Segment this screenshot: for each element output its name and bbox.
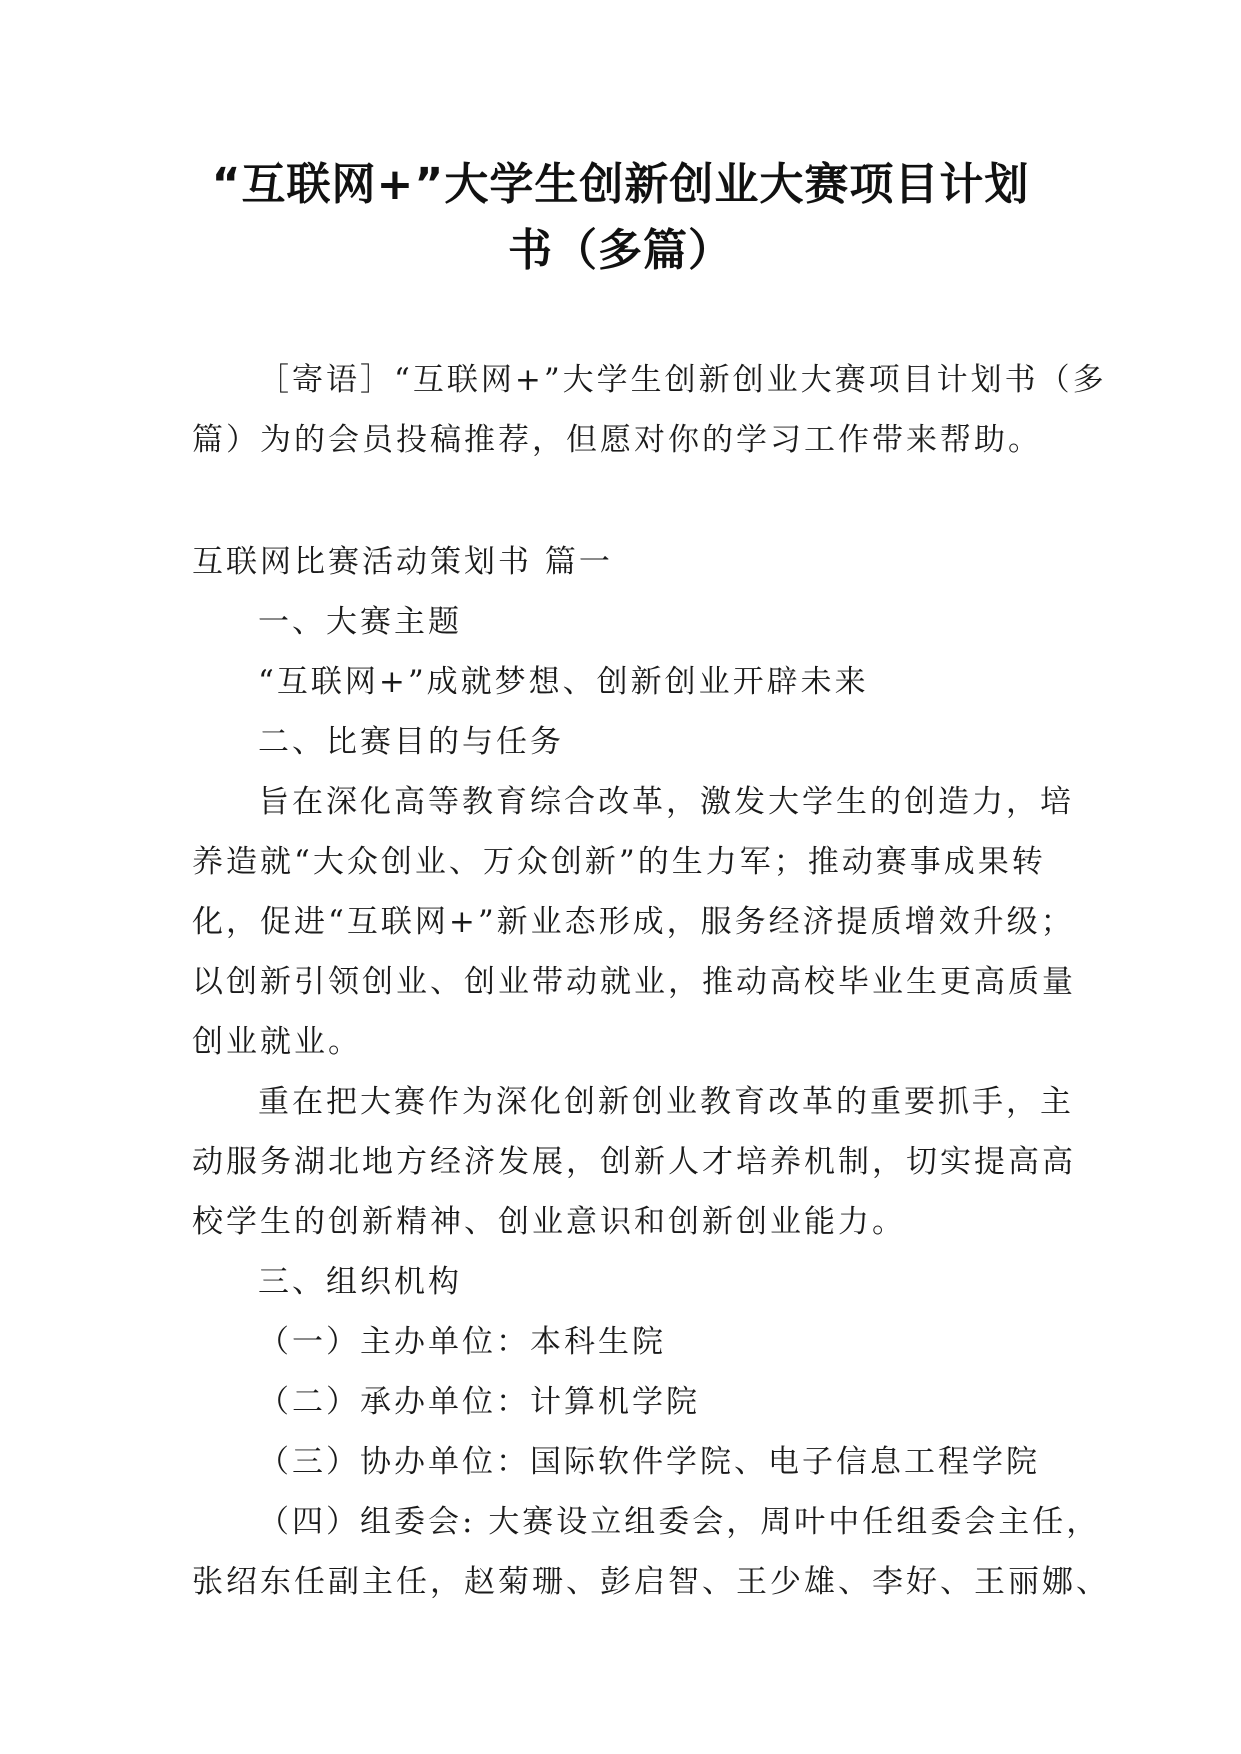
document-title — [150, 152, 1091, 284]
org-organizer: （二）承办单位：计算机学院 — [258, 1384, 700, 1420]
paragraph-gap — [192, 470, 1052, 532]
purpose-line-2: 养造就“大众创业、万众创新”的生力军；推动赛事成果转 — [192, 844, 1046, 880]
purpose-line-5: 创业就业。 — [192, 1024, 362, 1060]
focus-line-1: 重在把大赛作为深化创新创业教育改革的重要抓手，主 — [258, 1084, 1074, 1120]
title-line-2: 书（多篇） — [508, 225, 733, 276]
document-body — [192, 350, 1110, 1612]
preface-line-2: 篇）为的会员投稿推荐，但愿对你的学习工作带来帮助。 — [192, 422, 1042, 458]
purpose-line-3: 化，促进“互联网+”新业态形成，服务经济提质增效升级； — [192, 904, 1075, 940]
org-committee-line-1: （四）组委会: 大赛设立组委会，周叶中任组委会主任， — [258, 1504, 1101, 1540]
org-committee-line-2: 张绍东任副主任，赵菊珊、彭启智、王少雄、李好、王丽娜、 — [192, 1564, 1110, 1600]
heading-purpose: 二、比赛目的与任务 — [258, 724, 564, 760]
title-line-1: “互联网+”大学生创新创业大赛项目计划 — [211, 159, 1030, 210]
heading-organization: 三、组织机构 — [258, 1264, 462, 1300]
preface-line-1: ［寄语］“互联网+”大学生创新创业大赛项目计划书（多 — [258, 362, 1107, 398]
org-co-organizer: （三）协办单位：国际软件学院、电子信息工程学院 — [258, 1444, 1040, 1480]
section-heading: 互联网比赛活动策划书 篇一 — [192, 544, 613, 580]
org-host: （一）主办单位：本科生院 — [258, 1324, 666, 1360]
focus-line-2: 动服务湖北地方经济发展，创新人才培养机制，切实提高高 — [192, 1144, 1076, 1180]
purpose-line-1: 旨在深化高等教育综合改革，激发大学生的创造力，培 — [258, 784, 1074, 820]
theme-text: “互联网+”成就梦想、创新创业开辟未来 — [258, 664, 869, 700]
purpose-line-4: 以创新引领创业、创业带动就业，推动高校毕业生更高质量 — [192, 964, 1076, 1000]
heading-theme: 一、大赛主题 — [258, 604, 462, 640]
focus-line-3: 校学生的创新精神、创业意识和创新创业能力。 — [192, 1204, 906, 1240]
